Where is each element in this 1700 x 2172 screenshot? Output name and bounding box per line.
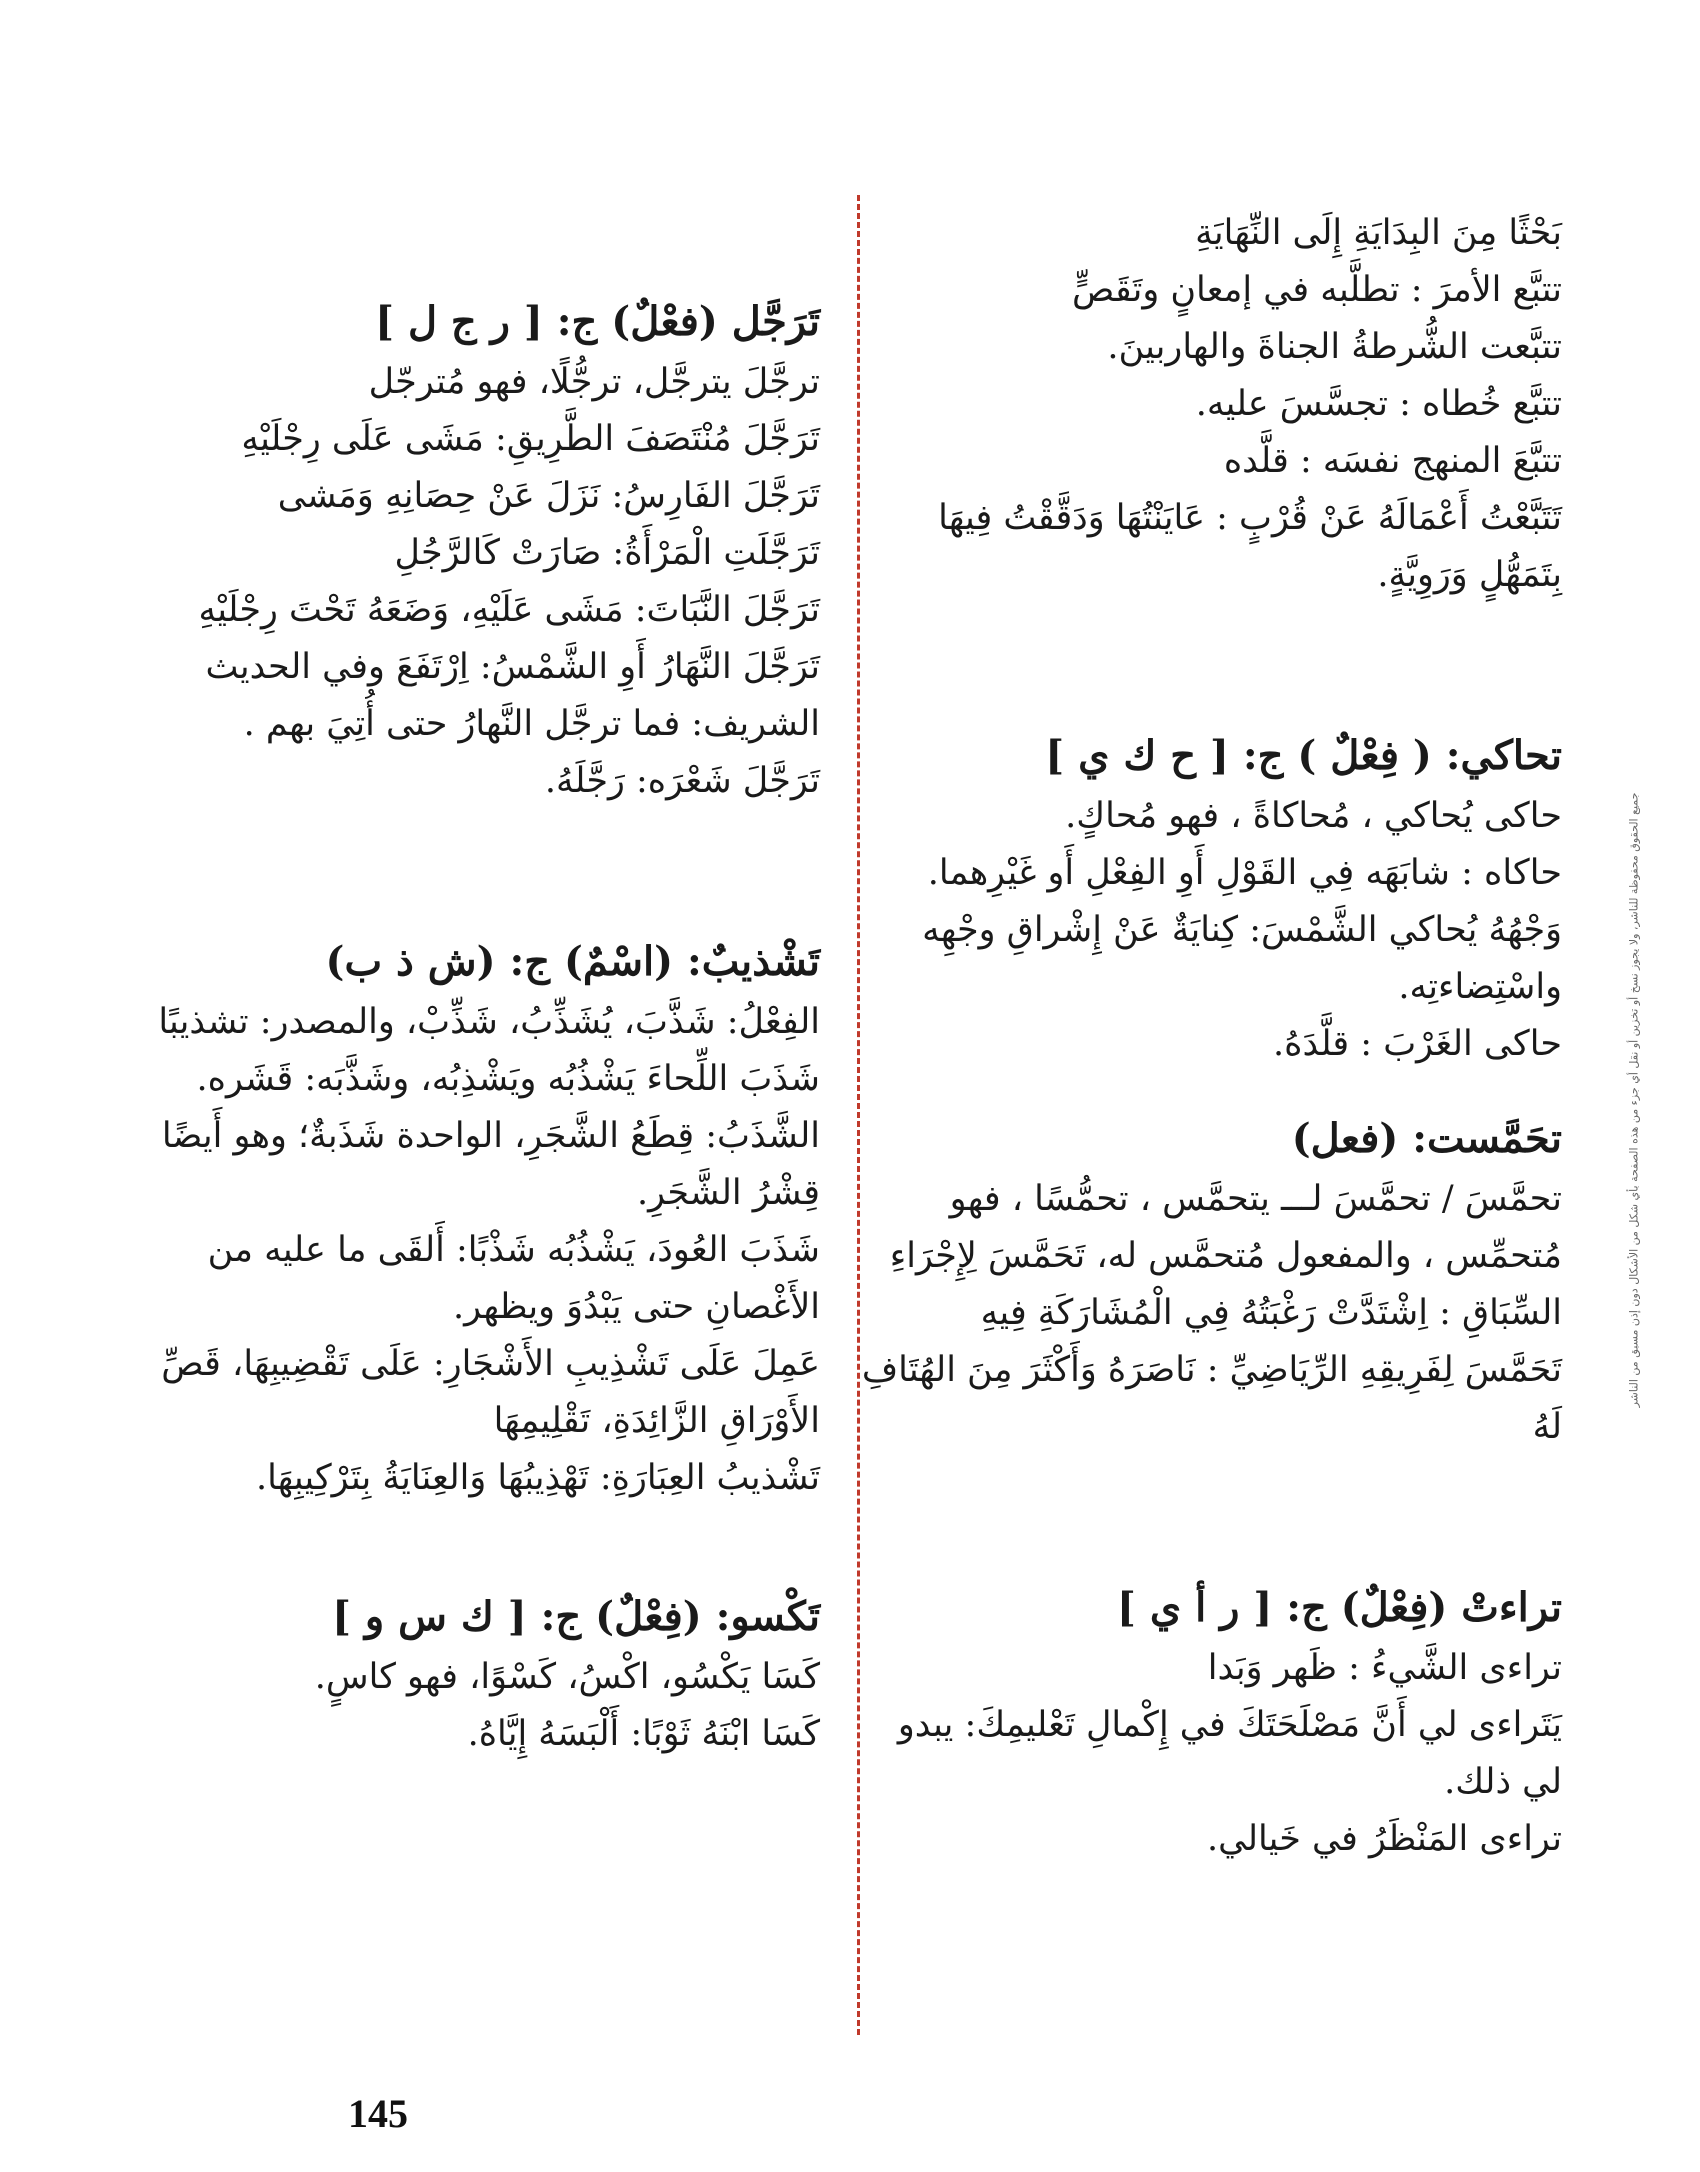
entry-taraat xyxy=(890,1576,1562,1868)
entry-line: تتبَّع خُطاه : تجسَّسَ عليه. xyxy=(1195,384,1562,424)
entry-line: حاكى يُحاكي ، مُحاكاةً ، فهو مُحاكٍ. xyxy=(1065,796,1562,836)
entry-line: الشريف: فما ترجَّل النَّهارُ حتى أُتِيَ بهم . xyxy=(243,704,820,744)
entry-line: شَذَبَ اللِّحاءَ يَشْذُبُه ويَشْذِبُه، وشَذَّبَه: قَشَره. xyxy=(196,1059,820,1099)
entry-line: كَسَا يَكْسُو، اكْسُ، كَسْوًا، فهو كاسٍ. xyxy=(314,1657,820,1697)
entry-tahaki xyxy=(890,724,1562,1073)
entry-line: تَرَجَّلَتِ الْمَرْأَةُ: صَارَتْ كَالرَّجُلِ xyxy=(394,533,820,573)
entry-line: بَحْثًا مِنَ البِدَايَةِ إِلَى النِّهَايَةِ xyxy=(1195,213,1562,253)
entry-line: تَرَجَّلَ النَّهَارُ أَوِ الشَّمْسُ: اِرْتَفَعَ وفي الحديث xyxy=(205,647,820,687)
copyright-side-note xyxy=(1625,520,1643,1680)
entry-line: حاكى الغَرْبَ : قلَّدَهُ. xyxy=(1273,1024,1562,1064)
entry-line: مُتحمِّس ، والمفعول مُتحمَّس له، تَحَمَّسَ لِإِجْرَاءِ xyxy=(889,1236,1562,1276)
entry-line: شَذَبَ العُودَ، يَشْذُبُه شَذْبًا: أَلقَى ما عليه من xyxy=(207,1230,820,1270)
entry-tarajjala xyxy=(180,290,820,810)
entry-line: تَرَجَّلَ الفَارِسُ: نَزَلَ عَنْ حِصَانِهِ وَمَشى xyxy=(277,476,820,516)
entry-line: قِشْرُ الشَّجَرِ. xyxy=(636,1173,820,1213)
entry-heading: تَرَجَّل (فعْلٌ) ج: [ ر ج ل ] xyxy=(375,298,820,345)
entry-line: تَحَمَّسَ لِفَرِيقِهِ الرِّيَاضِيِّ : نَاصَرَهُ وَأَكْثَرَ مِنَ الهُتَافِ xyxy=(861,1350,1562,1390)
copyright-text: جميع الحقوق محفوظة للناشر، ولا يجوز نسخ أو تخزين أو نقل أي جزء من هذه الصفحة بأي شكل من الأشكال دون إذن مسبق من الناشر xyxy=(1627,792,1641,1408)
entry-line: تحمَّسَ / تحمَّسَ لـــ يتحمَّس ، تحمُّسًا ، فهو xyxy=(949,1179,1562,1219)
entry-line: تَرَجَّلَ مُنْتَصَفَ الطَّرِيقِ: مَشَى عَلَى رِجْلَيْهِ xyxy=(241,419,820,459)
right-column xyxy=(861,205,1562,1868)
entry-line: يَتَراءى لي أَنَّ مَصْلَحَتَكَ في إِكْمالِ تَعْليمِكَ: يبدو xyxy=(897,1705,1562,1745)
entry-line: واسْتِضاءتِه. xyxy=(1398,967,1562,1007)
entry-line: تتبَّعَ المنهج نفسَه : قلَّده xyxy=(1223,441,1562,481)
entry-line: الشَّذَبُ: قِطَعُ الشَّجَرِ، الواحدة شَذَبةٌ؛ وهو أَيضًا xyxy=(161,1116,820,1156)
entry-line: ترجَّلَ يترجَّل، ترجُّلًا، فهو مُترجّل xyxy=(368,362,820,402)
page-number: 145 xyxy=(348,2091,408,2136)
entry-line: كَسَا ابْنَهُ ثَوْبًا: أَلْبَسَهُ إِيَّاهُ. xyxy=(467,1714,820,1754)
entry-line: وَجْهُهُ يُحاكي الشَّمْسَ: كِنايَةٌ عَنْ إِشْراقِ وجْهِه xyxy=(922,910,1562,950)
entry-line: تراءى المَنْظَرُ في خَيالي. xyxy=(1207,1819,1562,1859)
entry-line: تتبَّعت الشُّرطةُ الجناةَ والهاربينَ. xyxy=(1107,327,1562,367)
entry-line: تَرَجَّلَ شَعْرَه: رَجَّلَهُ. xyxy=(544,761,820,801)
entry-tashdheeb xyxy=(158,930,820,1507)
entry-line: الأَغْصانِ حتى يَبْدُوَ ويظهر. xyxy=(453,1287,820,1327)
entry-line: السِّبَاقِ : اِشْتَدَّتْ رَغْبَتُهُ فِي الْمُشَارَكَةِ فِيهِ xyxy=(980,1293,1562,1333)
entry-tahammasat xyxy=(861,1107,1562,1456)
entry-tatabbu xyxy=(890,205,1562,604)
entry-line: عَمِلَ عَلَى تَشْذِيبِ الأَشْجَارِ: عَلَى تَقْضِيبِهَا، قَصِّ xyxy=(161,1344,820,1384)
entry-takso xyxy=(180,1585,820,1763)
entry-line: حاكاه : شابَهَه فِي القَوْلِ أَوِ الفِعْلِ أَو غَيْرِهما. xyxy=(927,853,1562,893)
entry-line: تَشْذيبُ العِبَارَةِ: تَهْذِيبُهَا وَالعِنَايَةُ بِتَرْكِيبِهَا. xyxy=(255,1458,820,1498)
entry-heading: تراءتْ (فِعْلٌ) ج: [ ر أ ي ] xyxy=(1117,1584,1562,1631)
entry-heading: تحاكي: ( فِعْلٌ ) ج: [ ح ك ي ] xyxy=(1045,732,1562,779)
entry-heading: تَشْذيبٌ: (اسْمٌ) ج: (ش ذ ب) xyxy=(325,938,820,985)
entry-line: لَهُ xyxy=(1532,1407,1562,1447)
column-divider xyxy=(857,195,860,2035)
left-column xyxy=(158,290,820,1763)
entry-line: الأَوْرَاقِ الزَّائِدَةِ، تَقْلِيمِهَا xyxy=(493,1401,820,1441)
entry-line: لي ذلك. xyxy=(1444,1762,1562,1802)
entry-line: الفِعْلُ: شَذَّبَ، يُشَذِّبُ، شَذِّبْ، والمصدر: تشذيبًا xyxy=(158,1002,820,1042)
entry-line: بِتَمَهُّلٍ وَرَوِيَّةٍ. xyxy=(1377,555,1562,595)
entry-heading: تَكْسو: (فِعْلٌ) ج: [ ك س و ] xyxy=(332,1593,820,1640)
entry-line: تتبَّع الأمرَ : تطلَّبه في إمعانٍ وتَقَصٍّ xyxy=(1072,270,1562,310)
entry-line: تَرَجَّلَ النَّبَاتَ: مَشَى عَلَيْهِ، وَضَعَهُ تَحْتَ رِجْلَيْهِ xyxy=(198,590,820,630)
entry-heading: تحَمَّست: (فعل) xyxy=(1291,1115,1562,1162)
entry-line: تَتَبَّعْتُ أَعْمَالَهُ عَنْ قُرْبٍ : عَايَنْتُهَا وَدَقَّقْتُ فِيهَا xyxy=(938,498,1562,538)
entry-line: تراءى الشَّيءُ : ظَهر وَبَدا xyxy=(1207,1648,1562,1688)
